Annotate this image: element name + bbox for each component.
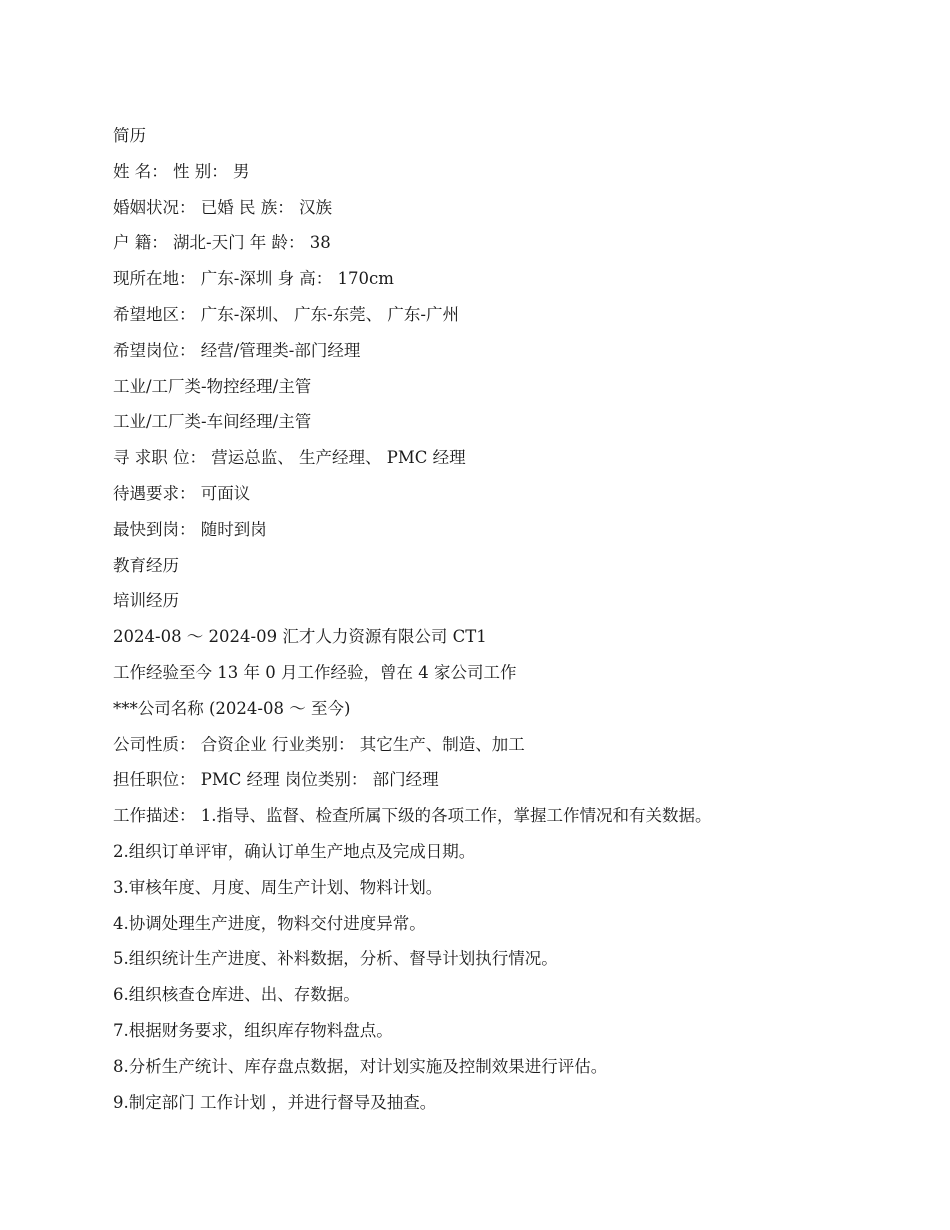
resume-title: 简历 (113, 126, 146, 145)
availability-line: 最快到岗： 随时到岗 (113, 519, 267, 539)
resume-body (113, 118, 913, 1120)
name-gender-line: 姓 名： 性 别： 男 (113, 161, 250, 181)
job-title-line: 担任职位： PMC 经理 岗位类别： 部门经理 (113, 770, 439, 790)
duty-item-9: 9.制定部门 工作计划 ，并进行督导及抽查。 (113, 1092, 437, 1112)
duty-item-6: 6.组织核查仓库进、出、存数据。 (113, 985, 360, 1005)
training-entry: 2024-08 ～ 2024-09 汇才人力资源有限公司 CT1 (113, 627, 487, 647)
duty-item-8: 8.分析生产统计、库存盘点数据，对计划实施及控制效果进行评估。 (113, 1056, 608, 1076)
job-description-line: 工作描述： 1.指导、监督、检查所属下级的各项工作，掌握工作情况和有关数据。 (113, 806, 712, 826)
desired-position-line-3: 工业/工厂类-车间经理/主管 (113, 412, 312, 432)
marital-ethnicity-line: 婚姻状况： 已婚 民 族： 汉族 (113, 197, 332, 217)
education-heading: 教育经历 (113, 555, 179, 575)
training-heading: 培训经历 (113, 591, 179, 611)
desired-position-line-2: 工业/工厂类-物控经理/主管 (113, 376, 312, 396)
company-name-line: ***公司名称 (2024-08 ～ 至今) (113, 698, 351, 718)
duty-item-4: 4.协调处理生产进度，物料交付进度异常。 (113, 913, 426, 933)
duty-item-2: 2.组织订单评审，确认订单生产地点及完成日期。 (113, 841, 476, 861)
duty-item-7: 7.根据财务要求，组织库存物料盘点。 (113, 1020, 393, 1040)
desired-regions-line: 希望地区： 广东-深圳、 广东-东莞、 广东-广州 (113, 304, 459, 324)
job-sought-line: 寻 求职 位： 营运总监、 生产经理、 PMC 经理 (113, 448, 466, 468)
duty-item-5: 5.组织统计生产进度、补料数据，分析、督导计划执行情况。 (113, 949, 558, 969)
desired-position-line: 希望岗位： 经营/管理类-部门经理 (113, 340, 361, 360)
location-height-line: 现所在地： 广东-深圳 身 高： 170cm (113, 269, 394, 289)
salary-expectation-line: 待遇要求： 可面议 (113, 483, 251, 503)
experience-summary: 工作经验至今 13 年 0 月工作经验，曾在 4 家公司工作 (113, 662, 517, 682)
company-type-line: 公司性质： 合资企业 行业类别： 其它生产、制造、加工 (113, 734, 525, 754)
duty-item-3: 3.审核年度、月度、周生产计划、物料计划。 (113, 877, 443, 897)
hometown-age-line: 户 籍： 湖北-天门 年 龄： 38 (113, 233, 331, 253)
